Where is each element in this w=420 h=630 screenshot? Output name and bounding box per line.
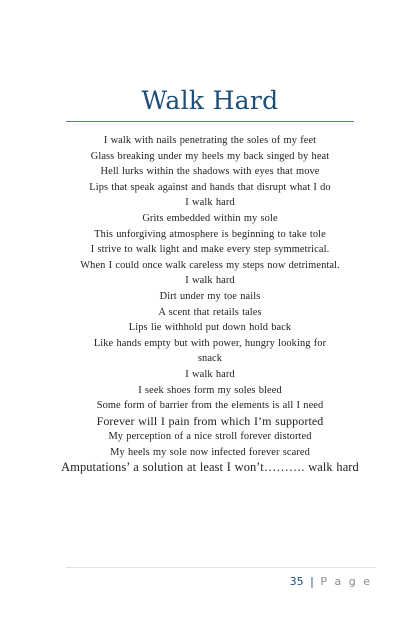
- poem-line: My perception of a nice stroll forever distorted: [108, 431, 312, 443]
- page-footer: [290, 575, 372, 588]
- poem-line: This unforgiving atmosphere is beginning to take tole: [94, 228, 326, 240]
- poem-line: Lips that speak against and hands that disrupt what I do: [89, 181, 331, 193]
- poem-line: I strive to walk light and make every step symmetrical.: [90, 244, 330, 256]
- poem-body: [40, 133, 380, 476]
- page-number: 35: [289, 575, 304, 588]
- poem-line: Forever will I pain from which I’m supported: [96, 413, 324, 428]
- footer-divider: [66, 567, 376, 568]
- title-underline: [66, 121, 354, 122]
- poem-line: My heels my sole now infected forever scared: [110, 446, 310, 458]
- poem-line: I seek shoes form my soles bleed: [138, 384, 282, 396]
- poem-title: Walk Hard: [141, 86, 279, 115]
- footer-separator: |: [310, 575, 314, 588]
- poem-line: Dirt under my toe nails: [159, 290, 261, 302]
- poem-line: Hell lurks within the shadows with eyes that move: [100, 166, 320, 178]
- poem-line: Like hands empty but with power, hungry looking for: [93, 337, 327, 349]
- poem-line: Amputations’ a solution at least I won’t………. walk hard: [61, 460, 359, 475]
- page-label: P a g e: [320, 575, 372, 588]
- poem-line: Grits embedded within my sole: [142, 212, 278, 224]
- poem-line: Glass breaking under my heels my back singed by heat: [90, 150, 330, 162]
- poem-line: When I could once walk careless my steps now detrimental.: [80, 259, 340, 271]
- poem-line: A scent that retails tales: [158, 306, 262, 318]
- poem-line: I walk hard: [185, 275, 235, 287]
- poem-line: I walk hard: [185, 197, 235, 209]
- poem-line: I walk with nails penetrating the soles of my feet: [103, 135, 317, 146]
- poem-line: snack: [197, 353, 223, 365]
- poem-line: Lips lie withhold put down hold back: [128, 322, 292, 334]
- poem-line: Some form of barrier from the elements is all I need: [96, 400, 324, 412]
- poem-line: I walk hard: [185, 368, 235, 380]
